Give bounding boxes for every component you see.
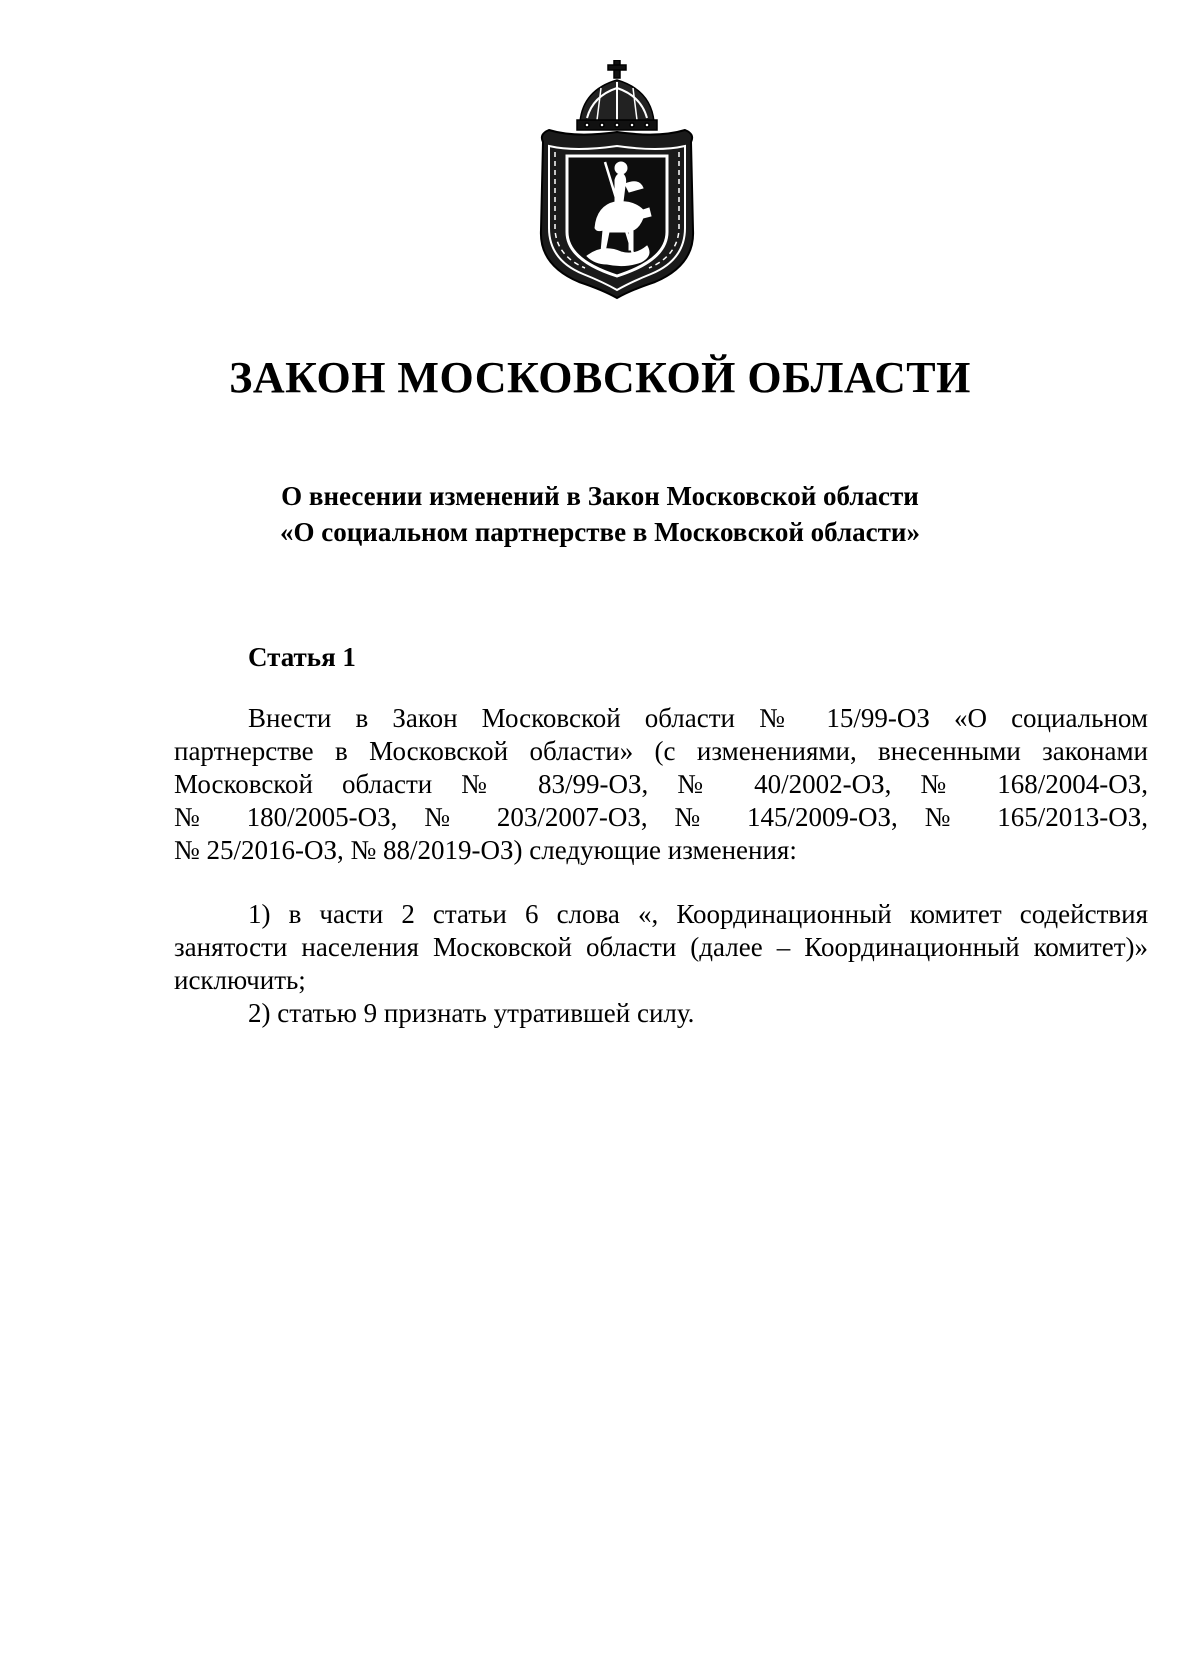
- document-subject: [0, 478, 1200, 550]
- item-line: исключить;: [174, 965, 306, 995]
- main-paragraph: [174, 702, 1148, 867]
- paragraph-line: № 25/2016-ОЗ, № 88/2019-ОЗ) следующие изменения:: [174, 835, 797, 865]
- item-line: 1) в части 2 статьи 6 слова «, Координационный комитет содействия: [248, 899, 1148, 929]
- paragraph-line: Московской области № 83/99-ОЗ, № 40/2002-ОЗ, № 168/2004-ОЗ,: [174, 769, 1148, 799]
- paragraph-line: партнерстве в Московской области» (с изменениями, внесенными законами: [174, 736, 1148, 766]
- amendment-items: [174, 898, 1148, 1030]
- paragraph-line: № 180/2005-ОЗ, № 203/2007-ОЗ, № 145/2009-ОЗ, № 165/2013-ОЗ,: [174, 802, 1148, 832]
- document-title: ЗАКОН МОСКОВСКОЙ ОБЛАСТИ: [229, 353, 971, 402]
- item-line: занятости населения Московской области (далее – Координационный комитет)»: [174, 932, 1148, 962]
- subject-line: О внесении изменений в Закон Московской области: [281, 481, 919, 511]
- coat-of-arms-icon: [535, 60, 700, 300]
- subject-line: «О социальном партнерстве в Московской области»: [280, 517, 920, 547]
- article-heading: Статья 1: [248, 642, 356, 672]
- item-line: 2) статью 9 признать утратившей силу.: [248, 998, 695, 1028]
- paragraph-line: Внести в Закон Московской области № 15/99-ОЗ «О социальном: [248, 703, 1148, 733]
